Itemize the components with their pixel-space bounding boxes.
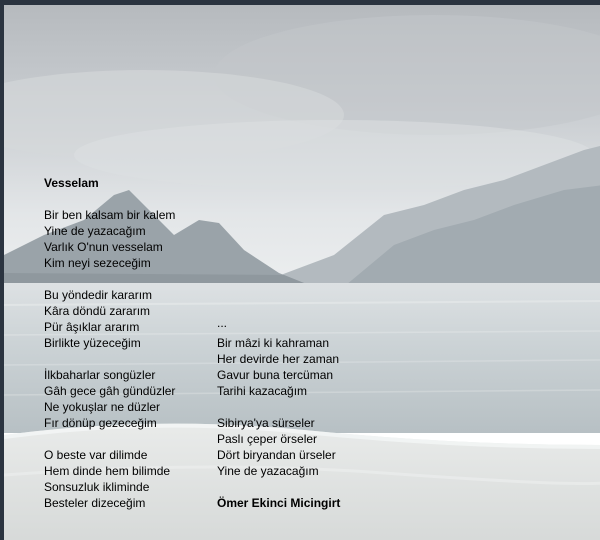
poem-line: Kâra döndü zararım — [44, 304, 151, 318]
poem-line: O beste var dilimde — [44, 448, 148, 462]
poem-line: Her devirde her zaman — [217, 352, 340, 366]
poem-line: Varlık O'nun vesselam — [44, 240, 163, 254]
poem-line: Ne yokuşlar ne düzler — [44, 400, 161, 414]
poem-line: Yine de yazacağım — [217, 464, 319, 478]
poem-line: Sibirya'ya sürseler — [217, 416, 315, 430]
poem-line: Birlikte yüzeceğim — [44, 336, 141, 350]
poem-line: Bu yöndedir kararım — [44, 288, 153, 302]
poem-ellipsis: ... — [217, 316, 228, 330]
poem-line: Sonsuzluk ikliminde — [44, 480, 150, 494]
poem-line: Gavur buna tercüman — [217, 368, 334, 382]
poem-line: Paslı çeper örseler — [217, 432, 318, 446]
poem-line: Bir ben kalsam bir kalem — [44, 208, 176, 222]
poem-author: Ömer Ekinci Micingirt — [217, 496, 341, 510]
poem-title: Vesselam — [44, 176, 99, 190]
poem-line: Kim neyi sezeceğim — [44, 256, 151, 270]
poem — [4, 5, 600, 540]
poem-line: Pür âşıklar ararım — [44, 320, 140, 334]
poem-line: Tarihi kazacağım — [217, 384, 308, 398]
poem-line: Gâh gece gâh gündüzler — [44, 384, 176, 398]
poem-line: Yine de yazacağım — [44, 224, 146, 238]
poem-line: Bir mâzi ki kahraman — [217, 336, 330, 350]
poem-line: İlkbaharlar songüzler — [44, 368, 156, 382]
poem-line: Besteler dizeceğim — [44, 496, 146, 510]
poem-line: Dört biryandan ürseler — [217, 448, 336, 462]
poem-line: Fır dönüp gezeceğim — [44, 416, 157, 430]
poem-line: Hem dinde hem bilimde — [44, 464, 171, 478]
